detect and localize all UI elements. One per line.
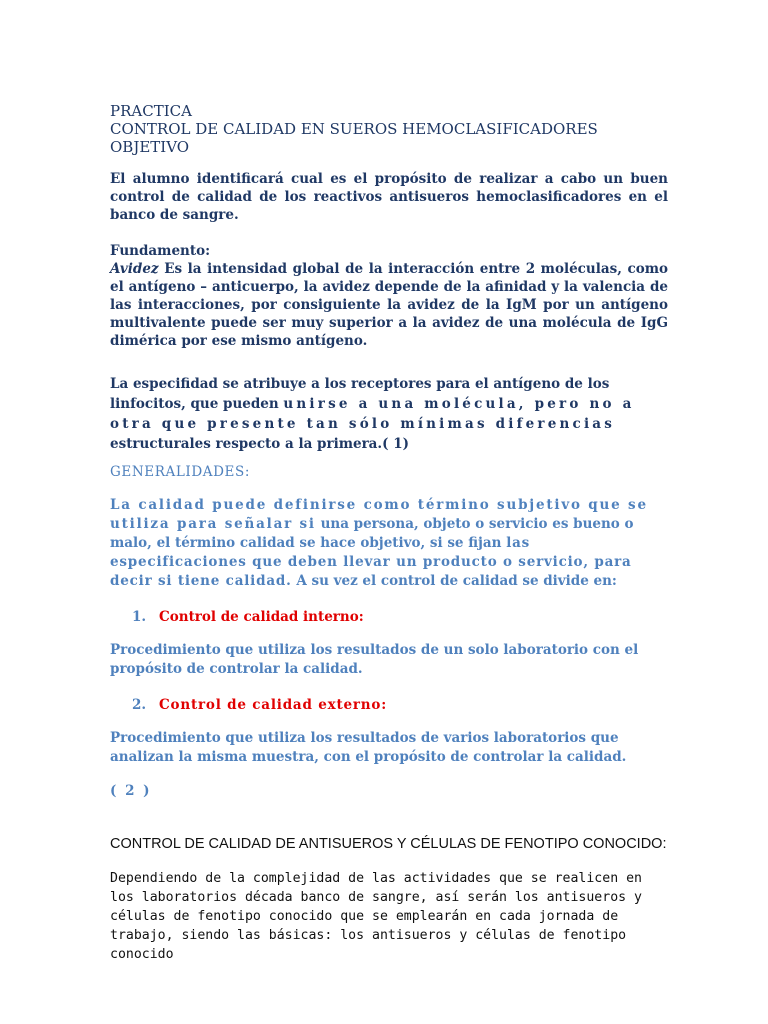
especificidad-paragraph xyxy=(110,374,668,454)
section2-paragraph: Dependiendo de la complejidad de las actividades que se realicen en los laboratorios década banco de sangre, así serán los antisueros y células de fenotipo conocido que se emplearán en cada jornada de trabajo, siendo las básicas: los antisueros y células de fenotipo conocido xyxy=(110,871,642,962)
fundamento-paragraph xyxy=(110,260,668,350)
list-number: 2. xyxy=(132,697,147,713)
generalidades-heading: GENERALIDADES: xyxy=(110,464,250,480)
list-item-externo xyxy=(132,697,668,713)
fundamento-label: Fundamento: xyxy=(110,243,211,259)
procedimiento-interno-a: Procedimiento que utiliza los resultados de un solo laboratorio xyxy=(110,642,589,658)
especificidad-part1: La especifidad se atribuye a los receptores para el antígeno de los linfocitos, que pueden xyxy=(110,376,610,412)
procedimiento-interno-b: con el propósito de controlar la calidad. xyxy=(110,642,639,677)
heading-objetivo: OBJETIVO xyxy=(110,138,190,156)
especificidad-part2: unirse a una molécula, pero no a otra que presente tan sólo mínimas diferencias xyxy=(110,396,635,432)
list-number: 1. xyxy=(132,609,147,625)
procedimiento-externo-b: que analizan la misma muestra, con el propósito de controlar la calidad. xyxy=(110,730,627,765)
generalidades-part3: las especificaciones que deben llevar un producto o servicio, para decir si tiene calidad. xyxy=(110,535,632,589)
avidez-term: Avidez xyxy=(110,261,159,277)
procedimiento-externo-a: Procedimiento que utiliza los resultados de varios laboratorios xyxy=(110,730,587,746)
especificidad-part3: estructurales respecto a la primera.( 1) xyxy=(110,436,409,452)
list-label-externo: Control de calidad externo: xyxy=(159,697,388,713)
section2-heading: CONTROL DE CALIDAD DE ANTISUEROS Y CÉLULAS DE FENOTIPO CONOCIDO: xyxy=(110,836,667,852)
list-label-interno: Control de calidad interno: xyxy=(159,609,364,625)
heading-practica: PRACTICA xyxy=(110,102,192,120)
generalidades-part2: una persona, objeto o servicio es bueno o malo, el término calidad se hace objetivo, si se fijan xyxy=(110,516,634,551)
list-item-interno xyxy=(132,609,668,625)
generalidades-part4: A su vez el control de calidad se divide en: xyxy=(291,573,617,589)
heading-title: CONTROL DE CALIDAD EN SUEROS HEMOCLASIFICADORES xyxy=(110,120,598,138)
procedimiento-externo-paragraph xyxy=(110,729,668,767)
fundamento-text: Es la intensidad global de la interacción entre 2 moléculas, como el antígeno – anticuerpo, la avidez depende de la afinidad y la valencia de las interacciones, por consiguiente la avidez de la IgM por un antígeno multivalente puede ser muy superior a la avidez de una molécula de IgG dimérica por ese mismo antígeno. xyxy=(110,261,668,349)
document-heading xyxy=(110,102,668,156)
generalidades-part1: La calidad puede definirse como término subjetivo que se utiliza para señalar si xyxy=(110,497,648,532)
objetivo-paragraph: El alumno identificará cual es el propósito de realizar a cabo un buen control de calidad de los reactivos antisueros hemoclasificadores en el banco de sangre. xyxy=(110,171,668,223)
reference-2: ( 2 ) xyxy=(110,783,152,799)
procedimiento-interno-paragraph xyxy=(110,641,668,679)
generalidades-paragraph xyxy=(110,496,668,591)
